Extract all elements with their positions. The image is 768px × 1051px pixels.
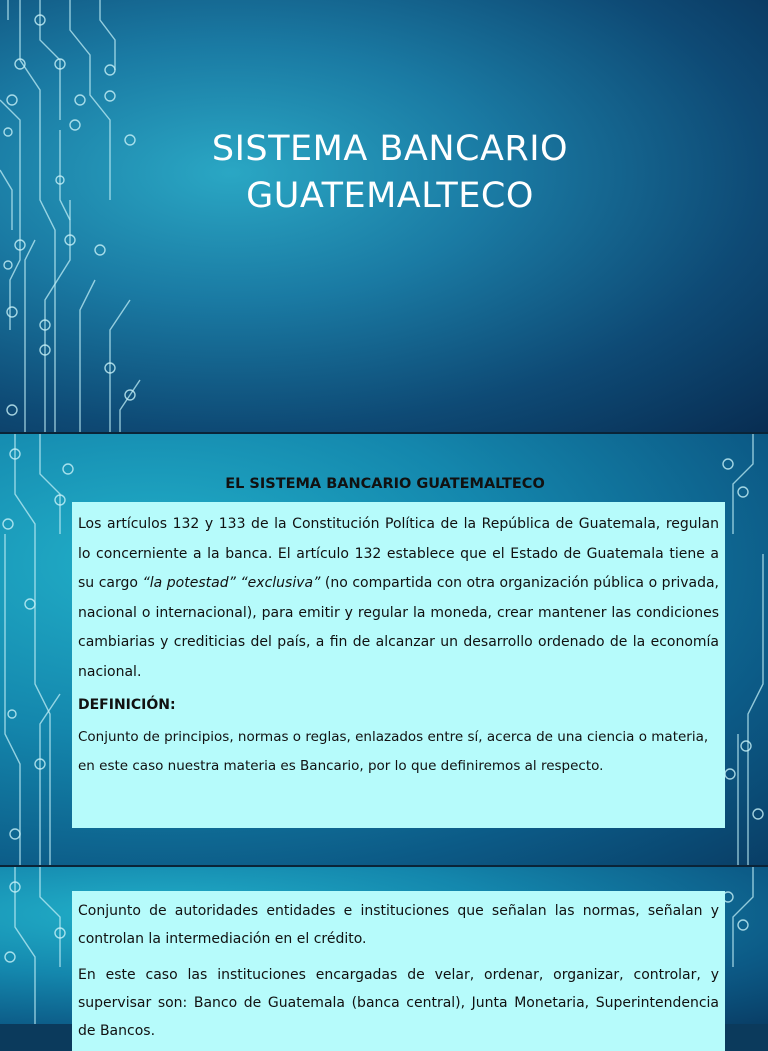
emphasis-potestad: “la potestad”: [142, 575, 236, 591]
emphasis-exclusiva: “exclusiva”: [240, 575, 321, 591]
definition-paragraph: Conjunto de principios, normas o reglas, enlazados entre sí, acerca de una ciencia o materia, en este caso nuestra materia es Bancario, por lo que definiremos al respecto.: [78, 729, 709, 774]
slide-title: [130, 126, 650, 220]
title-line-1: SISTEMA BANCARIO: [211, 129, 569, 169]
content-box: [72, 891, 725, 1051]
constitution-paragraph: [78, 510, 719, 687]
title-line-2: GUATEMALTECO: [246, 176, 534, 216]
paragraph-text-2: (no compartida con otra organización pública o privada, nacional o internacional), para emitir y regular la moneda, crear mantener las condiciones cambiarias y crediticias del país, a fin de alcanzar un desarrollo ordenado de la economía nacional.: [78, 575, 719, 680]
institutions-paragraph: En este caso las instituciones encargadas de velar, ordenar, organizar, controlar, y supervisar son: Banco de Guatemala (banca central), Junta Monetaria, Superintendencia de Bancos.: [78, 967, 719, 1039]
content-slide-2: [0, 867, 768, 1039]
circuit-decoration-left: [0, 434, 80, 865]
content-slide-1: [0, 434, 768, 865]
paragraph-text-1: Los artículos 132 y 133 de la Constitución Política de la República de Guatemala, regulan lo concerniente a la banca. El artículo 132 establece que el Estado de Guatemala tiene a su cargo: [78, 516, 719, 591]
section-heading: EL SISTEMA BANCARIO GUATEMALTECO: [225, 476, 545, 492]
title-slide: [0, 0, 768, 432]
circuit-decoration-left: [0, 867, 80, 1024]
definition-label: DEFINICIÓN:: [78, 697, 176, 713]
system-definition-paragraph: Conjunto de autoridades entidades e instituciones que señalan las normas, señalan y controlan la intermediación en el crédito.: [78, 903, 719, 947]
content-box: [72, 502, 725, 828]
